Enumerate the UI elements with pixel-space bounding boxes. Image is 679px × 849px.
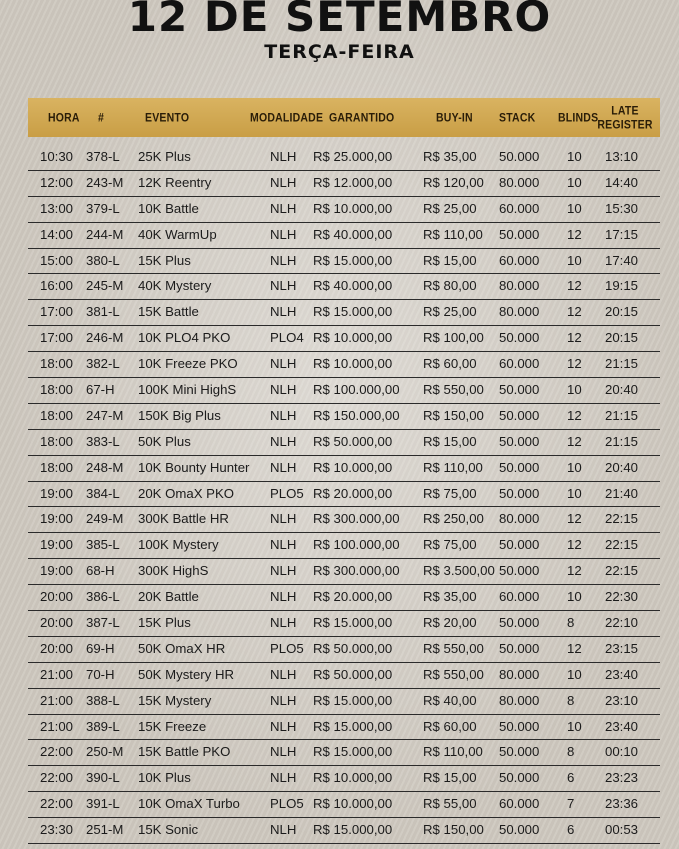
cell-stack: 80.000 (499, 666, 540, 682)
cell-blinds: 10 (567, 252, 582, 268)
cell-number: 251-M (86, 822, 124, 838)
table-row (28, 249, 660, 275)
cell-stack: 50.000 (499, 407, 540, 423)
table-row (28, 715, 660, 741)
cell-blinds: 12 (567, 407, 582, 423)
cell-evento: 300K HighS (138, 563, 209, 579)
cell-modalidade: NLH (270, 563, 297, 579)
cell-garantido: R$ 25.000,00 (313, 149, 393, 164)
cell-hora: 10:30 (40, 149, 74, 164)
cell-evento: 15K Plus (138, 615, 191, 631)
cell-blinds: 12 (567, 537, 582, 553)
cell-garantido: R$ 20.000,00 (313, 485, 393, 501)
cell-late-register: 22:15 (605, 563, 639, 579)
cell-blinds: 7 (567, 796, 575, 812)
table-row (28, 533, 660, 559)
cell-modalidade: PLO5 (270, 640, 304, 656)
cell-late-register: 23:36 (605, 796, 639, 812)
cell-hora: 20:00 (40, 615, 74, 631)
cell-number: 390-L (86, 770, 120, 786)
column-header-garantido: GARANTIDO (329, 110, 395, 125)
cell-stack: 50.000 (499, 822, 540, 838)
cell-hora: 19:00 (40, 563, 74, 579)
cell-evento: 40K WarmUp (138, 226, 217, 242)
cell-stack: 60.000 (499, 200, 540, 216)
cell-buyin: R$ 550,00 (423, 666, 484, 682)
cell-late-register: 23:23 (605, 770, 639, 786)
cell-garantido: R$ 100.000,00 (313, 537, 400, 553)
cell-late-register: 22:30 (605, 589, 639, 605)
cell-stack: 50.000 (499, 330, 540, 346)
cell-buyin: R$ 15,00 (423, 252, 477, 268)
column-header-number: # (98, 110, 105, 125)
cell-evento: 100K Mini HighS (138, 382, 237, 398)
cell-evento: 10K Battle (138, 200, 199, 216)
cell-garantido: R$ 50.000,00 (313, 666, 393, 682)
cell-stack: 50.000 (499, 382, 540, 398)
cell-evento: 20K Battle (138, 589, 199, 605)
column-header-late-register (597, 95, 653, 140)
cell-number: 245-M (86, 278, 124, 294)
cell-number: 388-L (86, 692, 120, 708)
cell-garantido: R$ 15.000,00 (313, 252, 393, 268)
cell-late-register: 22:10 (605, 615, 639, 631)
cell-garantido: R$ 15.000,00 (313, 615, 393, 631)
cell-blinds: 10 (567, 459, 582, 475)
cell-buyin: R$ 100,00 (423, 330, 484, 346)
cell-hora: 22:00 (40, 744, 74, 760)
cell-modalidade: NLH (270, 200, 297, 216)
table-row (28, 740, 660, 766)
cell-buyin: R$ 3.500,00 (423, 563, 495, 579)
cell-stack: 50.000 (499, 563, 540, 579)
cell-late-register: 14:40 (605, 174, 639, 190)
cell-modalidade: NLH (270, 537, 297, 553)
cell-hora: 19:00 (40, 511, 74, 527)
cell-number: 389-L (86, 718, 120, 734)
cell-blinds: 12 (567, 511, 582, 527)
cell-blinds: 12 (567, 330, 582, 346)
cell-blinds: 12 (567, 278, 582, 294)
cell-hora: 16:00 (40, 278, 74, 294)
cell-evento: 20K OmaX PKO (138, 485, 235, 501)
cell-buyin: R$ 60,00 (423, 718, 477, 734)
cell-late-register: 23:40 (605, 666, 639, 682)
cell-buyin: R$ 15,00 (423, 433, 477, 449)
cell-number: 384-L (86, 485, 120, 501)
cell-blinds: 12 (567, 356, 582, 372)
cell-stack: 80.000 (499, 278, 540, 294)
cell-evento: 12K Reentry (138, 174, 212, 190)
table-row (28, 637, 660, 663)
cell-modalidade: NLH (270, 226, 297, 242)
cell-stack: 50.000 (499, 485, 540, 501)
cell-number: 246-M (86, 330, 124, 346)
cell-garantido: R$ 10.000,00 (313, 796, 393, 812)
cell-stack: 80.000 (499, 174, 540, 190)
cell-modalidade: NLH (270, 615, 297, 631)
cell-stack: 50.000 (499, 459, 540, 475)
cell-evento: 50K Mystery HR (138, 666, 234, 682)
cell-modalidade: NLH (270, 666, 297, 682)
cell-hora: 22:00 (40, 796, 74, 812)
cell-garantido: R$ 50.000,00 (313, 640, 393, 656)
cell-blinds: 12 (567, 640, 582, 656)
column-header-blinds: BLINDS (558, 110, 599, 125)
cell-buyin: R$ 35,00 (423, 589, 477, 605)
cell-modalidade: NLH (270, 407, 297, 423)
column-header-evento: EVENTO (145, 110, 190, 125)
cell-modalidade: NLH (270, 304, 297, 320)
late-label-line1: LATE (611, 103, 639, 118)
cell-hora: 13:00 (40, 200, 74, 216)
late-label-line2: REGISTER (597, 117, 653, 132)
cell-garantido: R$ 10.000,00 (313, 356, 393, 372)
page-subtitle: TERÇA-FEIRA (264, 41, 415, 63)
cell-buyin: R$ 120,00 (423, 174, 484, 190)
cell-late-register: 15:30 (605, 200, 639, 216)
cell-late-register: 17:40 (605, 252, 639, 268)
cell-blinds: 10 (567, 382, 582, 398)
cell-late-register: 20:15 (605, 330, 639, 346)
table-row (28, 326, 660, 352)
cell-stack: 80.000 (499, 304, 540, 320)
cell-stack: 60.000 (499, 252, 540, 268)
cell-garantido: R$ 10.000,00 (313, 459, 393, 475)
cell-number: 382-L (86, 356, 120, 372)
cell-garantido: R$ 40.000,00 (313, 226, 393, 242)
cell-garantido: R$ 300.000,00 (313, 511, 400, 527)
cell-hora: 22:00 (40, 770, 74, 786)
cell-number: 244-M (86, 226, 124, 242)
cell-blinds: 8 (567, 692, 575, 708)
cell-late-register: 00:53 (605, 822, 639, 838)
table-row (28, 378, 660, 404)
cell-evento: 10K Plus (138, 770, 191, 786)
cell-evento: 10K OmaX Turbo (138, 796, 240, 812)
cell-garantido: R$ 150.000,00 (313, 407, 400, 423)
cell-buyin: R$ 110,00 (423, 226, 483, 242)
cell-stack: 60.000 (499, 589, 540, 605)
cell-evento: 50K Plus (138, 433, 191, 449)
cell-modalidade: NLH (270, 433, 297, 449)
cell-number: 250-M (86, 744, 124, 760)
cell-modalidade: PLO5 (270, 485, 304, 501)
cell-evento: 10K PLO4 PKO (138, 330, 231, 346)
schedule-table-body (28, 145, 660, 844)
cell-hora: 20:00 (40, 589, 74, 605)
cell-evento: 15K Battle PKO (138, 744, 231, 760)
cell-buyin: R$ 25,00 (423, 200, 477, 216)
cell-hora: 20:00 (40, 640, 74, 656)
cell-blinds: 10 (567, 666, 582, 682)
cell-number: 378-L (86, 149, 120, 164)
cell-stack: 80.000 (499, 692, 540, 708)
cell-modalidade: NLH (270, 589, 297, 605)
table-row (28, 197, 660, 223)
cell-late-register: 21:15 (605, 407, 639, 423)
table-row (28, 430, 660, 456)
cell-buyin: R$ 75,00 (423, 537, 477, 553)
cell-number: 247-M (86, 407, 124, 423)
cell-garantido: R$ 15.000,00 (313, 718, 393, 734)
cell-garantido: R$ 12.000,00 (313, 174, 393, 190)
cell-hora: 19:00 (40, 537, 74, 553)
cell-modalidade: NLH (270, 718, 297, 734)
cell-modalidade: NLH (270, 252, 297, 268)
cell-hora: 18:00 (40, 382, 74, 398)
cell-hora: 14:00 (40, 226, 74, 242)
cell-modalidade: NLH (270, 692, 297, 708)
cell-blinds: 10 (567, 149, 582, 164)
cell-blinds: 10 (567, 200, 582, 216)
table-row (28, 559, 660, 585)
cell-stack: 50.000 (499, 744, 540, 760)
cell-stack: 50.000 (499, 433, 540, 449)
cell-late-register: 23:40 (605, 718, 639, 734)
cell-modalidade: PLO5 (270, 796, 304, 812)
cell-garantido: R$ 50.000,00 (313, 433, 393, 449)
cell-buyin: R$ 25,00 (423, 304, 477, 320)
cell-blinds: 8 (567, 615, 575, 631)
cell-evento: 25K Plus (138, 149, 191, 164)
cell-late-register: 22:15 (605, 537, 639, 553)
cell-hora: 17:00 (40, 330, 74, 346)
cell-hora: 21:00 (40, 666, 74, 682)
cell-blinds: 8 (567, 744, 575, 760)
cell-garantido: R$ 15.000,00 (313, 822, 393, 838)
table-header (28, 98, 660, 137)
cell-number: 67-H (86, 382, 115, 398)
table-row (28, 145, 660, 171)
cell-stack: 50.000 (499, 149, 540, 164)
cell-stack: 50.000 (499, 640, 540, 656)
cell-number: 70-H (86, 666, 115, 682)
cell-late-register: 22:15 (605, 511, 639, 527)
table-row (28, 456, 660, 482)
column-header-buyin: BUY-IN (436, 110, 473, 125)
cell-late-register: 20:40 (605, 459, 639, 475)
cell-buyin: R$ 75,00 (423, 485, 477, 501)
cell-modalidade: NLH (270, 356, 297, 372)
cell-evento: 150K Big Plus (138, 407, 221, 423)
cell-number: 243-M (86, 174, 124, 190)
cell-late-register: 17:15 (605, 226, 639, 242)
cell-number: 391-L (86, 796, 120, 812)
cell-buyin: R$ 35,00 (423, 149, 477, 164)
cell-evento: 15K Freeze (138, 718, 207, 734)
cell-blinds: 10 (567, 174, 582, 190)
cell-late-register: 20:15 (605, 304, 639, 320)
cell-buyin: R$ 110,00 (423, 459, 483, 475)
cell-evento: 40K Mystery (138, 278, 212, 294)
cell-modalidade: NLH (270, 511, 297, 527)
cell-hora: 18:00 (40, 433, 74, 449)
cell-stack: 80.000 (499, 511, 540, 527)
cell-blinds: 10 (567, 589, 582, 605)
cell-modalidade: NLH (270, 278, 297, 294)
cell-modalidade: NLH (270, 174, 297, 190)
cell-stack: 50.000 (499, 718, 540, 734)
cell-modalidade: NLH (270, 459, 297, 475)
cell-garantido: R$ 20.000,00 (313, 589, 393, 605)
cell-buyin: R$ 150,00 (423, 822, 484, 838)
cell-blinds: 6 (567, 822, 575, 838)
cell-garantido: R$ 15.000,00 (313, 304, 393, 320)
cell-evento: 15K Plus (138, 252, 191, 268)
cell-evento: 15K Battle (138, 304, 199, 320)
cell-number: 387-L (86, 615, 120, 631)
cell-garantido: R$ 10.000,00 (313, 200, 393, 216)
cell-buyin: R$ 20,00 (423, 615, 477, 631)
cell-buyin: R$ 150,00 (423, 407, 484, 423)
cell-garantido: R$ 300.000,00 (313, 563, 400, 579)
cell-evento: 10K Freeze PKO (138, 356, 238, 372)
cell-buyin: R$ 550,00 (423, 382, 484, 398)
cell-hora: 23:30 (40, 822, 74, 838)
cell-late-register: 13:10 (605, 149, 639, 164)
cell-number: 69-H (86, 640, 115, 656)
table-row (28, 171, 660, 197)
cell-hora: 18:00 (40, 407, 74, 423)
table-row (28, 663, 660, 689)
cell-late-register: 23:15 (605, 640, 639, 656)
table-row (28, 352, 660, 378)
cell-stack: 60.000 (499, 356, 540, 372)
cell-buyin: R$ 15,00 (423, 770, 477, 786)
cell-stack: 50.000 (499, 537, 540, 553)
cell-evento: 10K Bounty Hunter (138, 459, 250, 475)
cell-evento: 15K Mystery (138, 692, 212, 708)
cell-blinds: 6 (567, 770, 575, 786)
column-header-stack: STACK (499, 110, 536, 125)
cell-garantido: R$ 15.000,00 (313, 692, 393, 708)
cell-late-register: 19:15 (605, 278, 639, 294)
table-row (28, 274, 660, 300)
cell-number: 380-L (86, 252, 120, 268)
cell-number: 248-M (86, 459, 124, 475)
table-row (28, 585, 660, 611)
cell-buyin: R$ 110,00 (423, 744, 483, 760)
cell-hora: 17:00 (40, 304, 74, 320)
cell-late-register: 21:15 (605, 356, 639, 372)
cell-blinds: 10 (567, 718, 582, 734)
cell-evento: 300K Battle HR (138, 511, 229, 527)
cell-late-register: 00:10 (605, 744, 639, 760)
cell-garantido: R$ 10.000,00 (313, 330, 393, 346)
cell-buyin: R$ 80,00 (423, 278, 477, 294)
cell-blinds: 10 (567, 485, 582, 501)
cell-late-register: 21:40 (605, 485, 639, 501)
table-row (28, 223, 660, 249)
cell-hora: 15:00 (40, 252, 74, 268)
cell-number: 379-L (86, 200, 120, 216)
cell-number: 381-L (86, 304, 120, 320)
cell-late-register: 23:10 (605, 692, 639, 708)
table-row (28, 689, 660, 715)
cell-evento: 50K OmaX HR (138, 640, 226, 656)
cell-buyin: R$ 60,00 (423, 356, 477, 372)
cell-number: 68-H (86, 563, 115, 579)
column-header-hora: HORA (48, 110, 80, 125)
table-row (28, 300, 660, 326)
cell-number: 383-L (86, 433, 120, 449)
cell-evento: 15K Sonic (138, 822, 199, 838)
table-row (28, 611, 660, 637)
cell-blinds: 12 (567, 304, 582, 320)
cell-blinds: 12 (567, 563, 582, 579)
cell-modalidade: NLH (270, 770, 297, 786)
cell-hora: 18:00 (40, 356, 74, 372)
cell-modalidade: NLH (270, 149, 297, 164)
cell-modalidade: NLH (270, 382, 297, 398)
cell-garantido: R$ 40.000,00 (313, 278, 393, 294)
cell-hora: 21:00 (40, 692, 74, 708)
cell-garantido: R$ 10.000,00 (313, 770, 393, 786)
cell-stack: 50.000 (499, 226, 540, 242)
cell-number: 386-L (86, 589, 120, 605)
cell-stack: 50.000 (499, 615, 540, 631)
page-title: 12 DE SETEMBRO (127, 0, 552, 41)
table-row (28, 766, 660, 792)
cell-blinds: 12 (567, 226, 582, 242)
cell-buyin: R$ 40,00 (423, 692, 477, 708)
table-row (28, 482, 660, 508)
table-row (28, 404, 660, 430)
cell-late-register: 20:40 (605, 382, 639, 398)
table-row (28, 818, 660, 844)
cell-hora: 19:00 (40, 485, 74, 501)
cell-hora: 21:00 (40, 718, 74, 734)
cell-modalidade: PLO4 (270, 330, 304, 346)
cell-stack: 60.000 (499, 796, 540, 812)
cell-late-register: 21:15 (605, 433, 639, 449)
cell-stack: 50.000 (499, 770, 540, 786)
cell-blinds: 12 (567, 433, 582, 449)
table-row (28, 507, 660, 533)
cell-buyin: R$ 55,00 (423, 796, 477, 812)
cell-evento: 100K Mystery (138, 537, 219, 553)
table-row (28, 792, 660, 818)
cell-modalidade: NLH (270, 822, 297, 838)
column-header-modalidade: MODALIDADE (250, 110, 324, 125)
cell-number: 249-M (86, 511, 124, 527)
cell-garantido: R$ 15.000,00 (313, 744, 393, 760)
cell-modalidade: NLH (270, 744, 297, 760)
cell-hora: 12:00 (40, 174, 74, 190)
cell-garantido: R$ 100.000,00 (313, 382, 400, 398)
cell-buyin: R$ 250,00 (423, 511, 484, 527)
cell-buyin: R$ 550,00 (423, 640, 484, 656)
cell-hora: 18:00 (40, 459, 74, 475)
cell-number: 385-L (86, 537, 120, 553)
